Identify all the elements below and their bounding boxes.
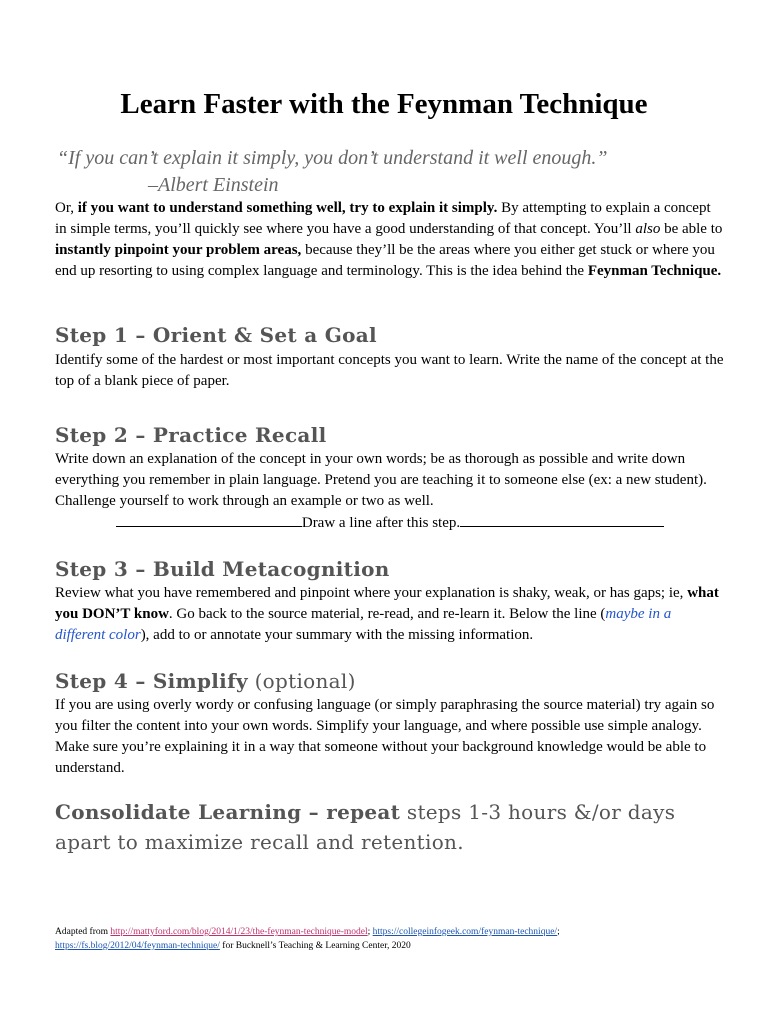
different-color-note: maybe in a different color [55, 606, 672, 643]
consolidate-learning: Consolidate Learning – repeat steps 1-3 hours &/or days apart to maximize recall and retention. [55, 800, 676, 854]
step-2-body: Write down an explanation of the concept in your own words; be as thorough as possible and write down everything you remember in plain language. Pretend you are teaching it to someone else (ex: a new student). Challenge yourself to work through an example or two as well. [55, 451, 707, 509]
blank-line-left [116, 512, 302, 527]
step-4-heading: Step 4 – Simplify (optional) [55, 669, 356, 693]
step-1-heading: Step 1 – Orient & Set a Goal [55, 323, 377, 347]
optional-label: (optional) [254, 669, 356, 693]
step-2-heading: Step 2 – Practice Recall [55, 423, 327, 447]
intro-paragraph: Or, if you want to understand something well, try to explain it simply. By attempting to explain a concept in simple terms, you’ll quickly see where you have a good understanding of that concept. You’ll also be able to instantly pinpoint your problem areas, because they’ll be the areas where you either get stuck or where you end up resorting to using complex language and terminology. This is the idea behind the Feynman Technique. [55, 200, 723, 279]
quote-author: –Albert Einstein [148, 174, 279, 196]
footer-credits: Adapted from http://mattyford.com/blog/2014/1/23/the-feynman-technique-model; https://collegeinfogeek.com/feynman-technique/; https://fs.blog/2012/04/feynman-technique/ for Bucknell’s Teaching & Learning Center, 2020 [55, 927, 560, 951]
step-4-body: If you are using overly wordy or confusing language (or simply paraphrasing the source material) try again so you filter the content into your own words. Simplify your language, and where possible use simple analogy. Make sure you’re explaining it in a way that someone without your background knowledge would be able to understand. [55, 697, 715, 776]
blank-line-right [460, 512, 664, 527]
link-mattyford[interactable]: http://mattyford.com/blog/2014/1/23/the-feynman-technique-model [110, 927, 368, 937]
draw-line-instruction: Draw a line after this step. [55, 512, 725, 534]
einstein-quote: “If you can’t explain it simply, you don’t understand it well enough.” [57, 147, 608, 169]
step-3-body: Review what you have remembered and pinpoint where your explanation is shaky, weak, or has gaps; ie, what you DON’T know. Go back to the source material, re-read, and re-learn it. Below the line (maybe in a different color), add to or annotate your summary with the missing information. [55, 585, 719, 643]
step-1-body: Identify some of the hardest or most important concepts you want to learn. Write the name of the concept at the top of a blank piece of paper. [55, 352, 724, 389]
step-3-heading: Step 3 – Build Metacognition [55, 557, 390, 581]
link-fs-blog[interactable]: https://fs.blog/2012/04/feynman-technique/ [55, 941, 220, 951]
page-title: Learn Faster with the Feynman Technique [120, 88, 648, 120]
link-collegeinfogeek[interactable]: https://collegeinfogeek.com/feynman-technique/ [372, 927, 558, 937]
